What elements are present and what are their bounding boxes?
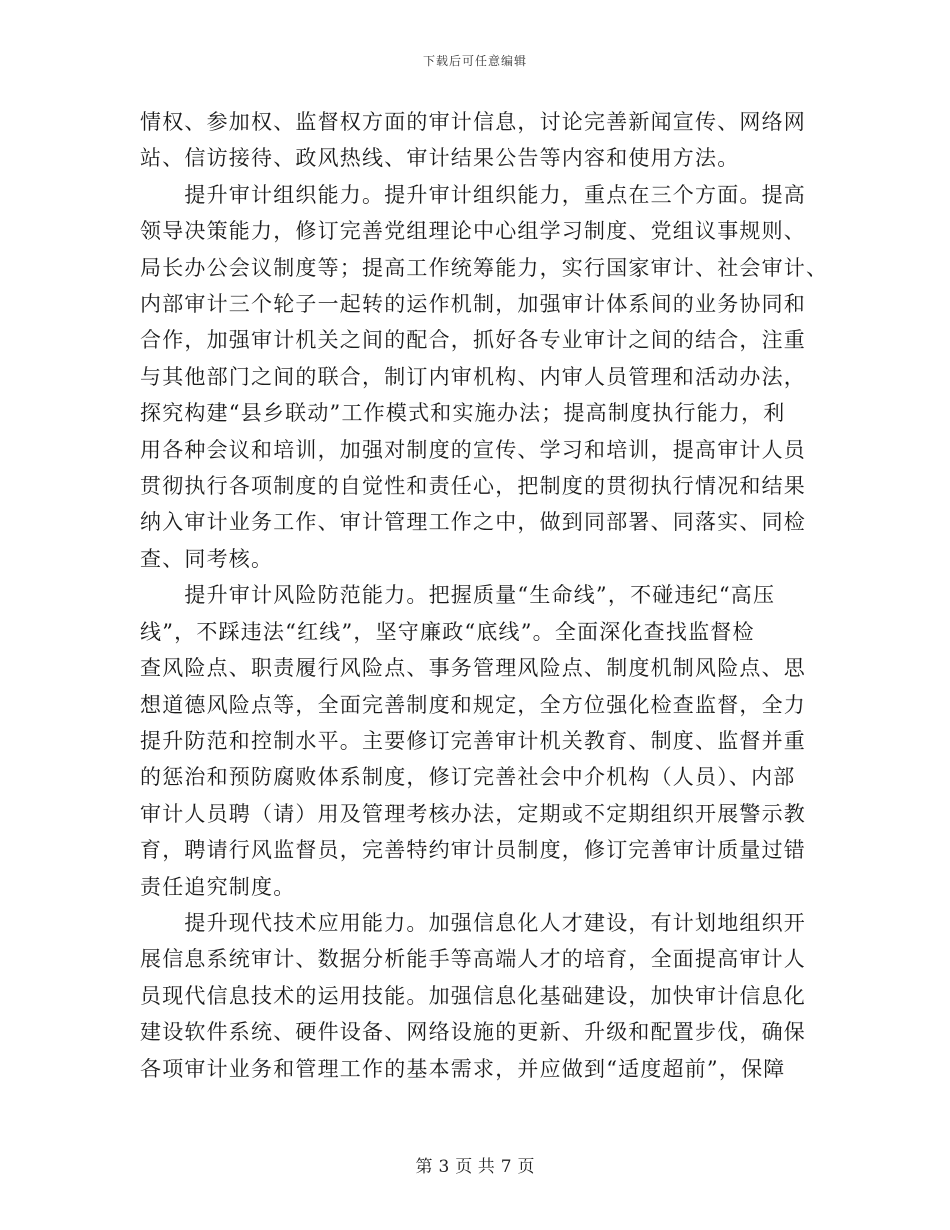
current-page-number: 3 <box>438 1157 450 1177</box>
page-label-prefix: 第 <box>415 1157 433 1177</box>
text-line: 领导决策能力，修订完善党组理论中心组学习制度、党组议事规则、 <box>140 219 806 244</box>
text-line: 提升审计风险防范能力。把握质量“生命线”，不碰违纪“高压 <box>140 583 776 608</box>
text-line: 提升防范和控制水平。主要修订完善审计机关教育、制度、监督并重 <box>140 728 806 753</box>
text-line: 责任追究制度。 <box>140 874 296 899</box>
text-line: 员现代信息技术的运用技能。加强信息化基础建设，加快审计信息化 <box>140 983 806 1008</box>
text-line: 合作，加强审计机关之间的配合，抓好各专业审计之间的结合，注重 <box>140 328 806 353</box>
page-label-suffix: 页 <box>517 1157 535 1177</box>
text-line: 查、同考核。 <box>140 546 274 571</box>
text-line: 站、信访接待、政风热线、审计结果公告等内容和使用方法。 <box>140 146 740 171</box>
page-header: 下载后可任意编辑 <box>422 54 527 68</box>
text-line: 与其他部门之间的联合，制订内审机构、内审人员管理和活动办法， <box>140 364 806 389</box>
text-line: 纳入审计业务工作、审计管理工作之中，做到同部署、同落实、同检 <box>140 510 806 535</box>
text-line: 局长办公会议制度等；提高工作统筹能力，实行国家审计、社会审计、 <box>140 255 829 280</box>
paragraph-2 <box>140 177 829 577</box>
page-footer <box>0 1152 950 1177</box>
text-line: 各项审计业务和管理工作的基本需求，并应做到“适度超前”，保障 <box>140 1056 786 1081</box>
text-line: 线”，不踩违法“红线”，坚守廉政“底线”。全面深化查找监督检 <box>140 619 755 644</box>
text-line: 建设软件系统、硬件设备、网络设施的更新、升级和配置步伐，确保 <box>140 1020 806 1045</box>
text-line: 用各种会议和培训，加强对制度的宣传、学习和培训，提高审计人员 <box>140 437 806 462</box>
total-page-number: 7 <box>500 1157 512 1177</box>
page-label-mid: 页 共 <box>455 1157 495 1177</box>
paragraph-4 <box>140 905 805 1087</box>
text-line: 想道德风险点等，全面完善制度和规定，全方位强化检查监督，全力 <box>140 692 806 717</box>
text-line: 育，聘请行风监督员，完善特约审计员制度，修订完善审计质量过错 <box>140 838 806 863</box>
text-line: 情权、参加权、监督权方面的审计信息，讨论完善新闻宣传、网络网 <box>140 110 806 134</box>
text-line: 查风险点、职责履行风险点、事务管理风险点、制度机制风险点、思 <box>140 656 806 681</box>
text-line: 的惩治和预防腐败体系制度，修订完善社会中介机构（人员）、内部 <box>140 765 796 790</box>
paragraph-1 <box>140 104 805 177</box>
text-line: 贯彻执行各项制度的自觉性和责任心，把制度的贯彻执行情况和结果 <box>140 474 806 499</box>
text-line: 提升审计组织能力。提升审计组织能力，重点在三个方面。提高 <box>140 182 806 207</box>
document-body <box>140 104 829 1087</box>
text-line: 提升现代技术应用能力。加强信息化人才建设，有计划地组织开 <box>140 910 806 935</box>
text-line: 审计人员聘（请）用及管理考核办法，定期或不定期组织开展警示教 <box>140 801 806 826</box>
text-line: 探究构建“县乡联动”工作模式和实施办法；提高制度执行能力，利 <box>140 401 786 426</box>
text-line: 内部审计三个轮子一起转的运作机制，加强审计体系间的业务协同和 <box>140 292 806 317</box>
text-line: 展信息系统审计、数据分析能手等高端人才的培育，全面提高审计人 <box>140 947 806 972</box>
paragraph-3 <box>140 577 805 905</box>
